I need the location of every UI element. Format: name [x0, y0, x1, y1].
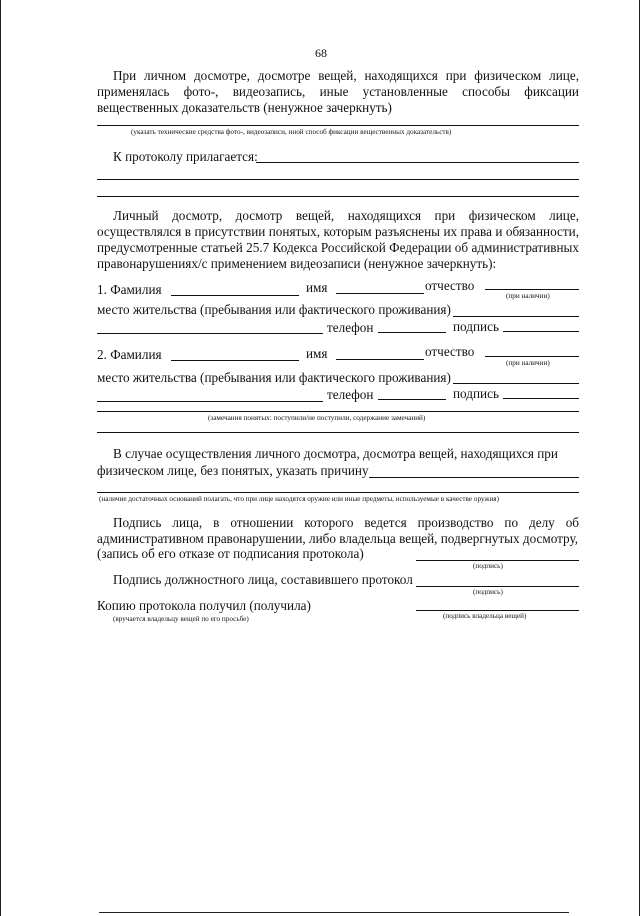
witness2-name-label: имя [306, 346, 328, 361]
witness2-surname-field[interactable] [171, 360, 299, 361]
person-signature-line-2: административном правонарушении, либо владельца вещей, подвергнутых досмотру, [97, 531, 579, 546]
witness1-signature-label: подпись [453, 319, 499, 334]
attached-line-2[interactable] [97, 179, 579, 180]
fixation-means-caption: (указать технические средства фото-, видеозаписи, иной способ фиксации вещественных доказательств) [131, 128, 452, 136]
witness1-surname-label: 1. Фамилия [97, 282, 162, 297]
remarks-field-2[interactable] [97, 432, 579, 433]
page-number: 68 [315, 46, 327, 60]
witness1-residence-field-1[interactable] [453, 316, 579, 317]
witness2-signature-field[interactable] [503, 398, 579, 399]
person-signature-field[interactable] [416, 560, 579, 561]
intro-line-1: При личном досмотре, досмотре вещей, находящихся при физическом лице, [113, 68, 579, 83]
official-signature-label: Подпись должностного лица, составившего протокол [113, 572, 413, 587]
copy-received-caption-left: (вручается владельцу вещей по его просьбе) [113, 615, 249, 623]
remarks-field-1[interactable] [97, 411, 579, 412]
witness1-residence-label: место жительства (пребывания или фактического проживания) [97, 302, 451, 317]
witnesses-intro-line-4: правонарушениях/с применением видеозаписи (ненужное зачеркнуть): [97, 256, 497, 271]
attached-line-1[interactable] [256, 162, 579, 163]
witness1-residence-field-2[interactable] [97, 333, 323, 334]
attached-line-3[interactable] [97, 196, 579, 197]
witness1-surname-field[interactable] [171, 295, 299, 296]
official-signature-caption: (подпись) [473, 588, 503, 596]
witness2-phone-label: телефон [327, 387, 374, 402]
witness2-if-any-caption: (при наличии) [506, 359, 550, 367]
witness1-patronymic-label: отчество [425, 278, 475, 293]
person-signature-line-3: (запись об его отказе от подписания протокола) [97, 546, 364, 561]
no-witnesses-line-1: В случае осуществления личного досмотра, досмотра вещей, находящихся при [113, 446, 558, 461]
no-witnesses-line-2: физическом лице, без понятых, указать причину [97, 463, 369, 478]
witness1-phone-label: телефон [327, 320, 374, 335]
person-signature-caption: (подпись) [473, 562, 503, 570]
witness2-residence-label: место жительства (пребывания или фактического проживания) [97, 370, 451, 385]
fixation-means-line[interactable] [97, 125, 579, 126]
witness2-surname-label: 2. Фамилия [97, 347, 162, 362]
witness2-phone-field[interactable] [378, 399, 446, 400]
owner-signature-field[interactable] [416, 610, 579, 611]
no-witnesses-caption: (наличие достаточных оснований полагать, что при лице находятся оружие или иные предметы, используемые в качестве оружия) [99, 495, 499, 503]
attached-label: К протоколу прилагается: [113, 149, 258, 164]
witness1-signature-field[interactable] [503, 331, 579, 332]
witness1-name-label: имя [306, 280, 328, 295]
witness2-residence-field-2[interactable] [97, 401, 323, 402]
official-signature-field[interactable] [416, 586, 579, 587]
copy-received-label: Копию протокола получил (получила) [97, 598, 311, 613]
witness1-phone-field[interactable] [378, 332, 446, 333]
witness1-patronymic-field[interactable] [485, 289, 579, 290]
witness1-if-any-caption: (при наличии) [506, 292, 550, 300]
witness2-residence-field-1[interactable] [453, 383, 579, 384]
witness2-name-field[interactable] [336, 359, 424, 360]
witness2-patronymic-field[interactable] [485, 356, 579, 357]
witness2-signature-label: подпись [453, 386, 499, 401]
intro-line-2: применялась фото-, видеозапись, иные установленные способы фиксации [97, 84, 579, 99]
remarks-caption: (замечания понятых: поступили/не поступили, содержание замечаний) [208, 414, 426, 422]
copy-received-caption-right: (подпись владельца вещей) [443, 612, 527, 620]
person-signature-line-1: Подпись лица, в отношении которого ведется производство по делу об [113, 515, 579, 530]
page-bottom-edge [99, 912, 569, 913]
no-witnesses-reason-field-2[interactable] [97, 492, 579, 493]
witness1-name-field[interactable] [336, 293, 424, 294]
no-witnesses-reason-field-1[interactable] [369, 477, 579, 478]
witnesses-intro-line-2: осуществлялся в присутствии понятых, которым разъяснены их права и обязанности, [97, 224, 579, 239]
witness2-patronymic-label: отчество [425, 344, 475, 359]
witnesses-intro-line-1: Личный досмотр, досмотр вещей, находящихся при физическом лице, [113, 208, 579, 223]
witnesses-intro-line-3: предусмотренные статьей 25.7 Кодекса Российской Федерации об административных [97, 240, 579, 255]
intro-line-3: вещественных доказательств (ненужное зачеркнуть) [97, 100, 392, 115]
